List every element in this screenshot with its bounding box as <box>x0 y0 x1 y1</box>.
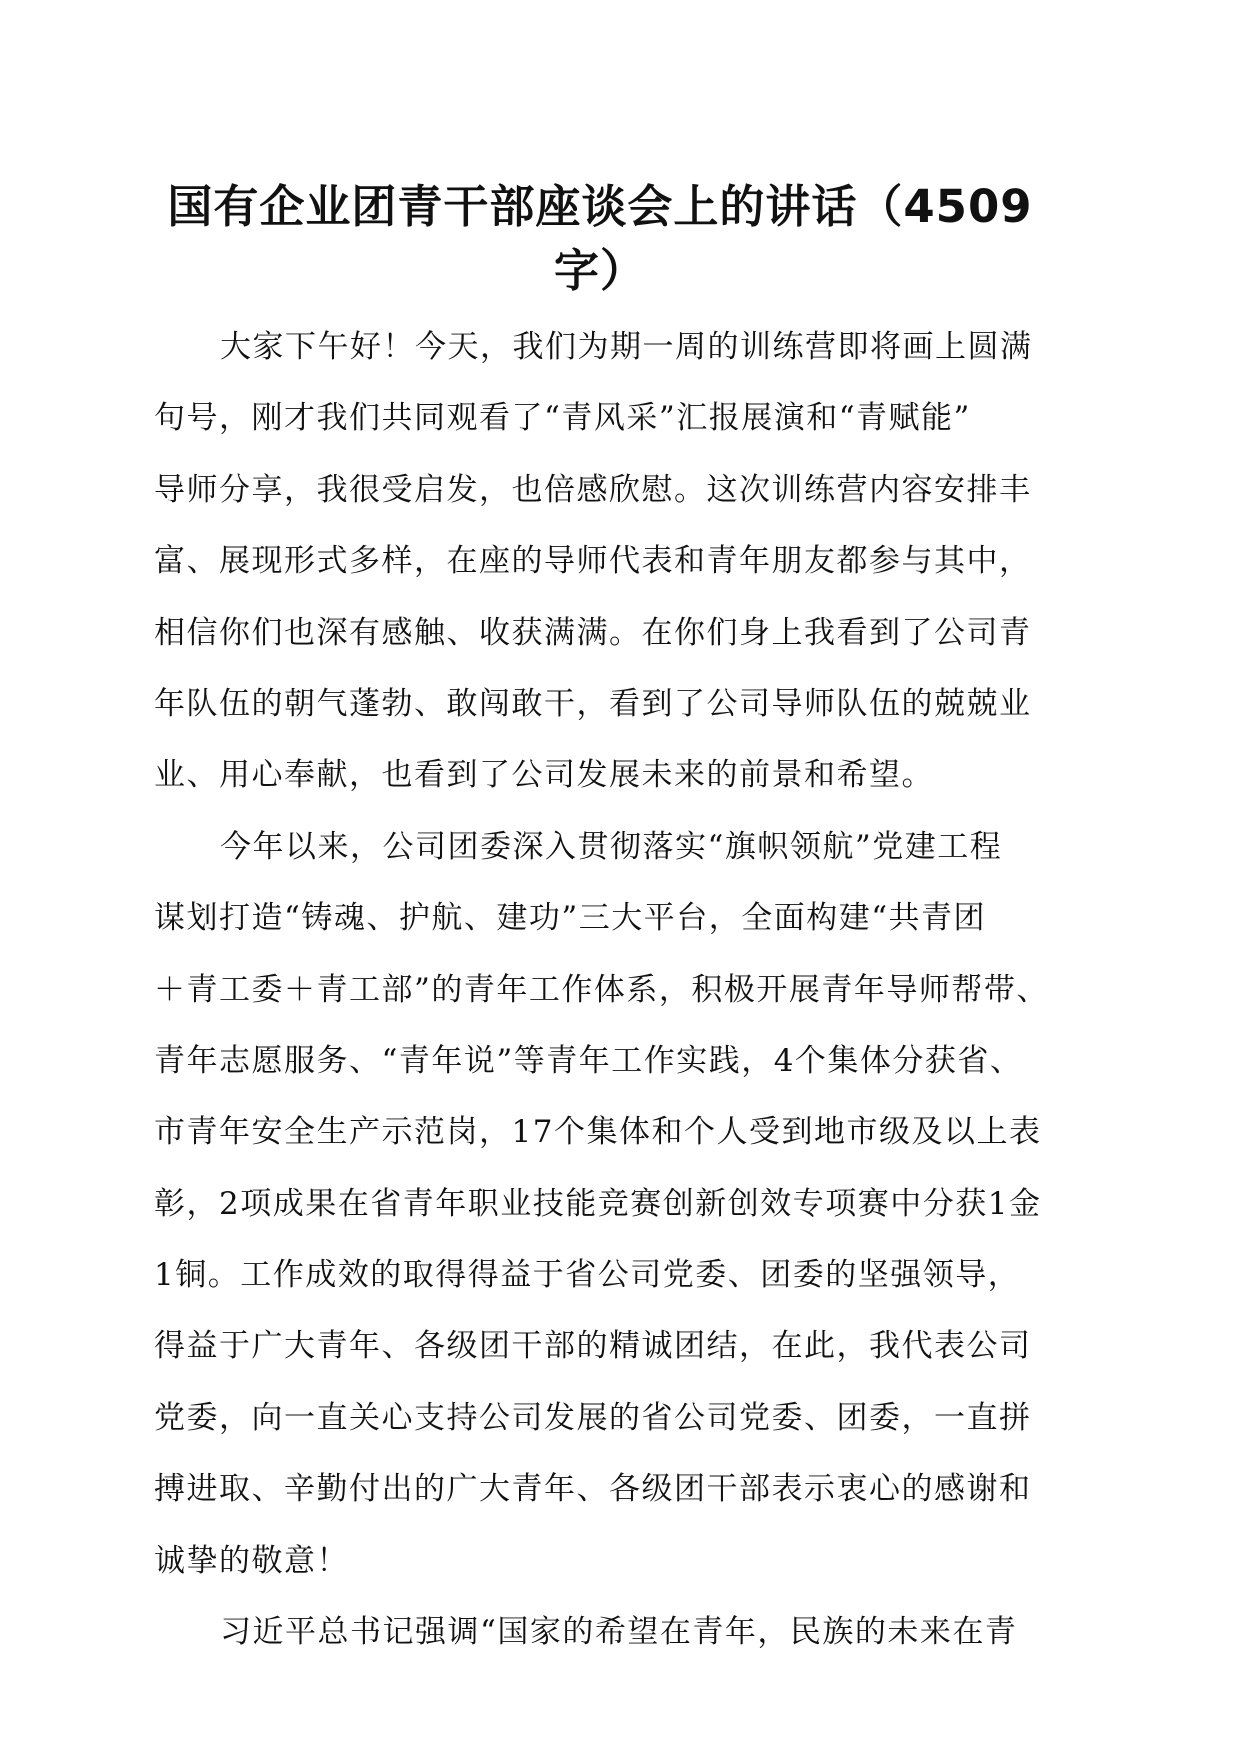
text-line: 诚挚的敬意！ <box>154 1542 349 1579</box>
text-line: 市青年安全生产示范岗，17个集体和个人受到地市级及以上表 <box>154 1114 1042 1151</box>
text-line: 今年以来，公司团委深入贯彻落实“旗帜领航”党建工程 <box>220 828 1003 865</box>
title-line: 字） <box>553 244 646 297</box>
text-line: 富、展现形式多样，在座的导师代表和青年朋友都参与其中， <box>154 543 1032 580</box>
title-line: 国有企业团青干部座谈会上的讲话（4509 <box>167 180 1033 233</box>
paragraph-achievements <box>154 812 1094 1597</box>
text-line: 谋划打造“铸魂、护航、建功”三大平台，全面构建“共青团 <box>154 900 987 937</box>
text-line: 搏进取、辛勤付出的广大青年、各级团干部表示衷心的感谢和 <box>154 1471 1032 1508</box>
document-body <box>154 312 1094 1668</box>
text-line: 相信你们也深有感触、收获满满。在你们身上我看到了公司青 <box>154 614 1032 651</box>
text-line: 业、用心奉献，也看到了公司发展未来的前景和希望。 <box>154 757 934 794</box>
paragraph-quote <box>154 1597 1094 1668</box>
text-line: 党委，向一直关心支持公司发展的省公司党委、团委，一直拼 <box>154 1399 1032 1436</box>
text-line: 得益于广大青年、各级团干部的精诚团结，在此，我代表公司 <box>154 1328 1032 1365</box>
text-line: 大家下午好！今天，我们为期一周的训练营即将画上圆满 <box>220 329 1033 365</box>
text-line: 句号，刚才我们共同观看了“青风采”汇报展演和“青赋能” <box>154 400 971 437</box>
text-line: 彰，2项成果在省青年职业技能竞赛创新创效专项赛中分获1金 <box>154 1185 1042 1222</box>
paragraph-greeting <box>154 312 1094 812</box>
document-title <box>150 175 1050 303</box>
text-line: 导师分享，我很受启发，也倍感欣慰。这次训练营内容安排丰 <box>154 471 1032 508</box>
text-line: ＋青工委＋青工部”的青年工作体系，积极开展青年导师帮带、 <box>154 971 1049 1008</box>
text-line: 年队伍的朝气蓬勃、敢闯敢干，看到了公司导师队伍的兢兢业 <box>154 685 1032 722</box>
text-line: 青年志愿服务、“青年说”等青年工作实践，4个集体分获省、 <box>154 1042 1023 1079</box>
text-line: 习近平总书记强调“国家的希望在青年，民族的未来在青 <box>220 1614 1018 1651</box>
text-line: 1铜。工作成效的取得得益于省公司党委、团委的坚强领导， <box>154 1257 1021 1294</box>
